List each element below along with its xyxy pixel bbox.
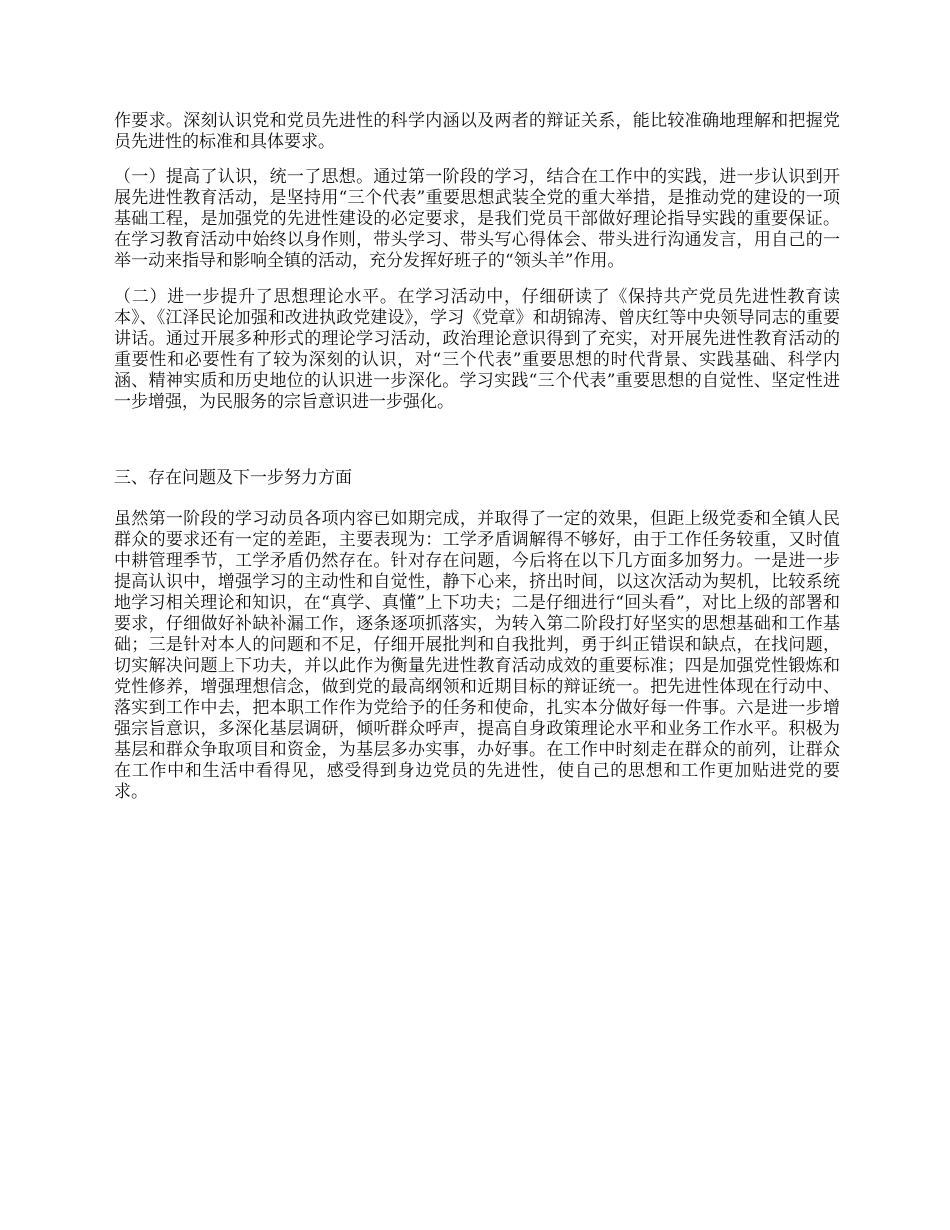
paragraph-understanding: （一）提高了认识，统一了思想。通过第一阶段的学习，结合在工作中的实践，进一步认识到开展先进性教育活动，是坚持用“三个代表”重要思想武装全党的重大举措，是推动党的建设的一项基础工程，是加强党的先进性建设的必定要求，是我们党员干部做好理论指导实践的重要保证。在学习教育活动中始终以身作则，带头学习、带头写心得体会、带头进行沟通发言，用自己的一举一动来指导和影响全镇的活动，充分发挥好班子的“领头羊”作用。 xyxy=(114,167,840,271)
section-heading: 三、存在问题及下一步努力方面 xyxy=(114,468,352,488)
paragraph-theory-level: （二）进一步提升了思想理论水平。在学习活动中，仔细研读了《保持共产党员先进性教育读本》、《江泽民论加强和改进执政党建设》，学习《党章》和胡锦涛、曾庆红等中央领导同志的重要讲话。通过开展多种形式的理论学习活动，政治理论意识得到了充实，对开展先进性教育活动的重要性和必要性有了较为深刻的认识，对“三个代表”重要思想的时代背景、实践基础、科学内涵、精神实质和历史地位的认识进一步深化。学习实践“三个代表”重要思想的自觉性、坚定性进一步增强，为民服务的宗旨意识进一步强化。 xyxy=(114,287,840,412)
document-body xyxy=(114,111,840,803)
paragraph-problems-and-efforts: 虽然第一阶段的学习动员各项内容已如期完成，并取得了一定的效果，但距上级党委和全镇人民群众的要求还有一定的差距，主要表现为：工学矛盾调解得不够好，由于工作任务较重，又时值中耕管理季节，工学矛盾仍然存在。针对存在问题，今后将在以下几方面多加努力。一是进一步提高认识中，增强学习的主动性和自觉性，静下心来，挤出时间，以这次活动为契机，比较系统地学习相关理论和知识，在“真学、真懂”上下功夫；二是仔细进行“回头看”，对比上级的部署和要求，仔细做好补缺补漏工作，逐条逐项抓落实，为转入第二阶段打好坚实的思想基础和工作基础；三是针对本人的问题和不足，仔细开展批判和自我批判，勇于纠正错误和缺点，在找问题，切实解决问题上下功夫，并以此作为衡量先进性教育活动成效的重要标准；四是加强党性锻炼和党性修养，增强理想信念，做到党的最高纲领和近期目标的辩证统一。把先进性体现在行动中、落实到工作中去，把本职工作作为党给予的任务和使命，扎实本分做好每一件事。六是进一步增强宗旨意识，多深化基层调研，倾听群众呼声，提高自身政策理论水平和业务工作水平。积极为基层和群众争取项目和资金，为基层多办实事，办好事。在工作中时刻走在群众的前列，让群众在工作中和生活中看得见，感受得到身边党员的先进性，使自己的思想和工作更加贴进党的要求。 xyxy=(114,509,840,802)
paragraph-intro: 作要求。深刻认识党和党员先进性的科学内涵以及两者的辩证关系，能比较准确地理解和把握党员先进性的标准和具体要求。 xyxy=(114,111,840,152)
